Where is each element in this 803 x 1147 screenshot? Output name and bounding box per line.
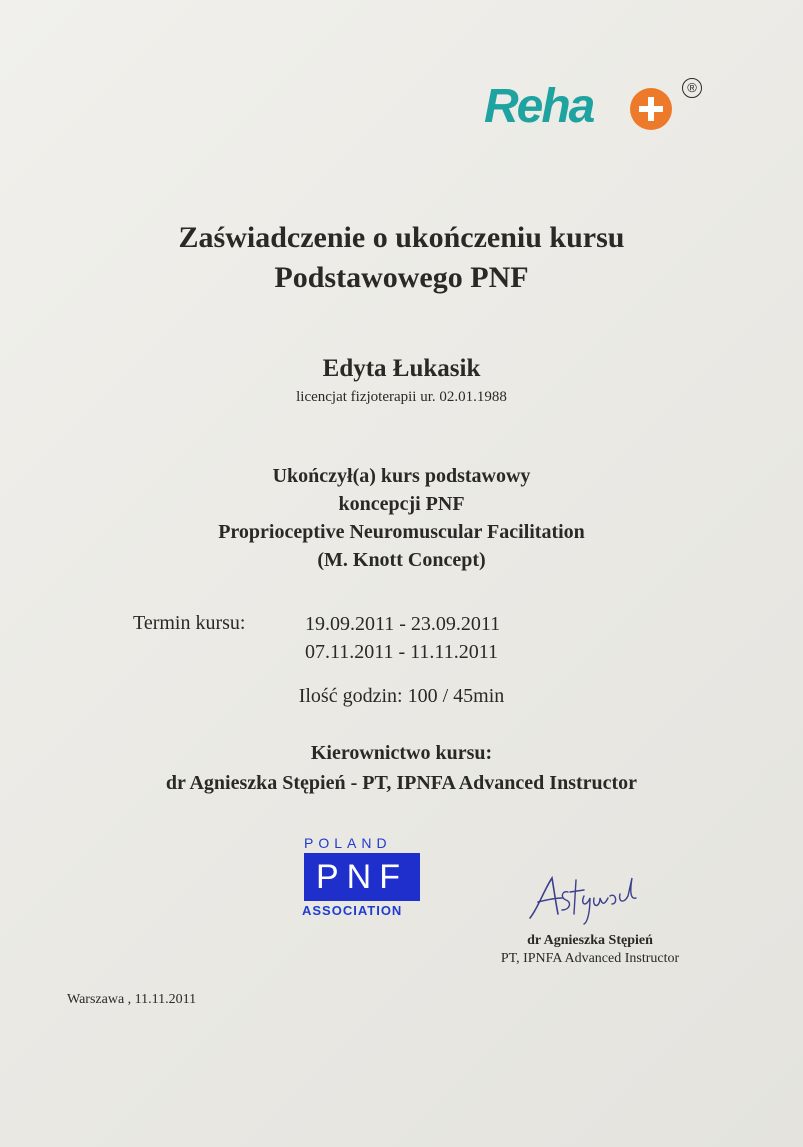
- certificate-title: [0, 218, 803, 298]
- handwritten-signature: [524, 868, 648, 926]
- course-leadership: [0, 738, 803, 798]
- course-line-3: Proprioceptive Neuromuscular Facilitation: [218, 521, 585, 543]
- signatory-name: dr Agnieszka Stępień: [527, 933, 653, 948]
- title-line-1: Zaświadczenie o ukończeniu kursu: [178, 221, 625, 254]
- pnf-logo-top: POLAND: [304, 835, 392, 851]
- place-and-date: Warszawa , 11.11.2011: [67, 992, 197, 1007]
- poland-pnf-association-logo: [302, 835, 426, 921]
- course-line-4: (M. Knott Concept): [317, 549, 486, 571]
- term-label: Termin kursu:: [133, 612, 246, 634]
- course-hours: Ilość godzin: 100 / 45min: [298, 685, 505, 707]
- registered-mark: ®: [682, 78, 702, 98]
- pnf-logo-bottom: ASSOCIATION: [302, 903, 403, 918]
- recipient-name: Edyta Łukasik: [322, 355, 481, 382]
- reha-logo-text: Reha: [484, 80, 594, 133]
- reha-logo: [484, 78, 709, 148]
- pnf-logo-middle: PNF: [304, 853, 420, 901]
- term-date-1: 19.09.2011 - 23.09.2011: [305, 613, 501, 635]
- signatory-role: PT, IPNFA Advanced Instructor: [500, 951, 680, 966]
- term-date-2: 07.11.2011 - 11.11.2011: [305, 641, 498, 663]
- leadership-person: dr Agnieszka Stępień - PT, IPNFA Advanced Instructor: [165, 772, 638, 794]
- title-line-2: Podstawowego PNF: [274, 261, 529, 294]
- reha-plus-icon: [630, 88, 672, 130]
- course-description: [0, 462, 803, 574]
- recipient-details: licencjat fizjoterapii ur. 02.01.1988: [296, 389, 507, 405]
- course-line-2: koncepcji PNF: [338, 493, 465, 515]
- leadership-heading: Kierownictwo kursu:: [310, 742, 493, 764]
- term-dates: [305, 610, 500, 666]
- course-line-1: Ukończył(a) kurs podstawowy: [272, 465, 531, 487]
